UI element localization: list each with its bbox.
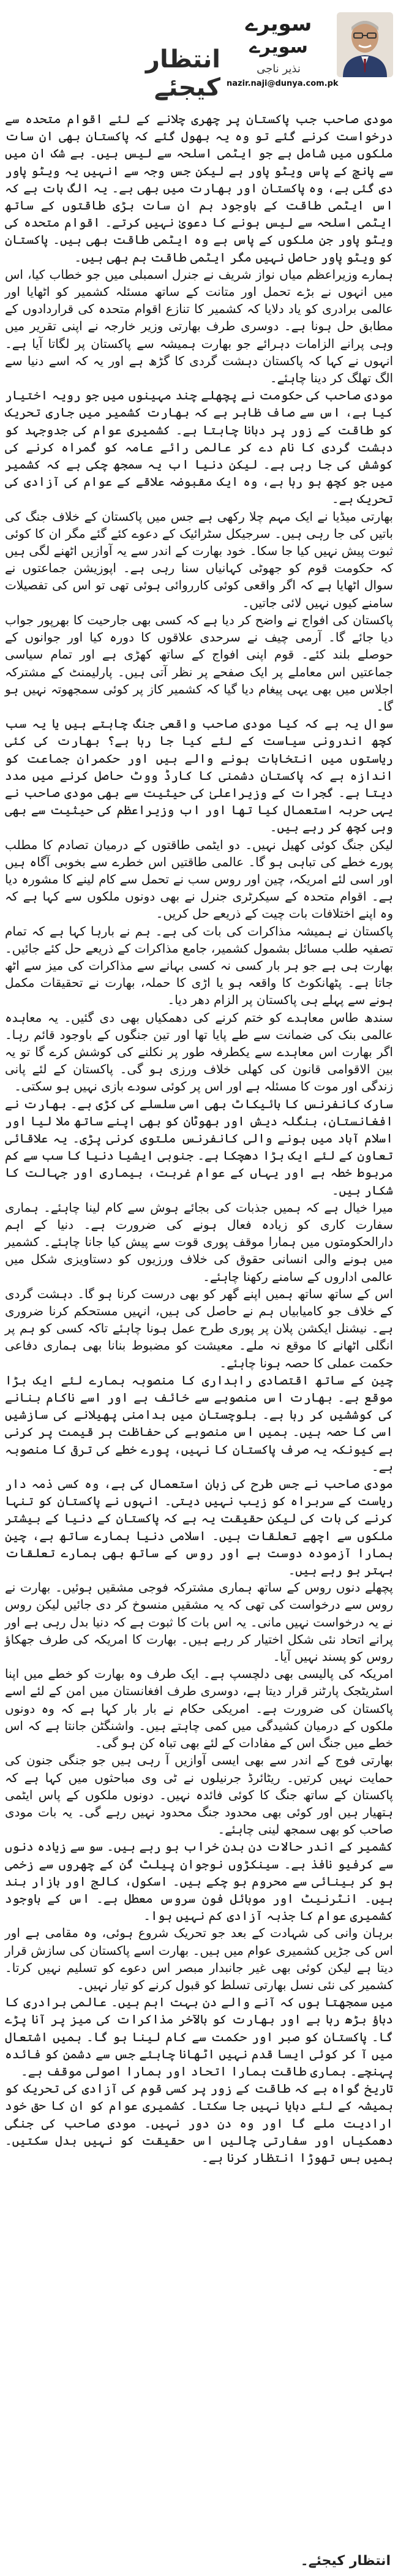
- column-title: انتظار کیجئے: [145, 45, 220, 102]
- paragraph: پچھلے دنوں روس کے ساتھ ہماری مشترکہ فوجی مشقیں ہوئیں۔ بھارت نے روس سے درخواست کی تھی کہ یہ مشقیں منسوخ کر دی جائیں لیکن روس نے یہ درخواست نہیں مانی۔ یہ اس بات کا ثبوت ہے کہ دنیا بدل رہی ہے اور پرانے اتحاد نئی شکل اختیار کر رہے ہیں۔ بھارت کا امریکہ کی طرف جھکاؤ روس کو پسند نہیں آیا۔: [5, 1580, 393, 1664]
- paragraph: پاکستان نے ہمیشہ مذاکرات کی بات کی ہے۔ ہم نے بارہا کہا ہے کہ تمام تصفیہ طلب مسائل بشمول کشمیر، جامع مذاکرات کے ذریعے حل کئے جائیں۔ بھارت ہی ہے جو ہر بار کسی نہ کسی بہانے سے مذاکرات کی میز سے اٹھ جاتا ہے۔ پٹھانکوٹ کا واقعہ ہو یا اڑی کا حملہ، بھارت نے تحقیقات مکمل ہونے سے پہلے ہی پاکستان پر الزام دھر دیا۔: [5, 923, 393, 1008]
- paragraph: بھارتی فوج کے اندر سے بھی ایسی آوازیں آ رہی ہیں جو جنگی جنون کی حمایت نہیں کرتیں۔ ریٹائرڈ جرنیلوں نے ٹی وی مباحثوں میں کہا ہے کہ پاکستان کے ساتھ جنگ کا کوئی فائدہ نہیں۔ دونوں ملکوں کے پاس ایٹمی ہتھیار ہیں اور کوئی بھی محدود جنگ محدود نہیں رہے گی۔ یہ بات مودی صاحب کو بھی سمجھ لینی چاہئے۔: [5, 1753, 393, 1837]
- paragraph: امریکہ کی پالیسی بھی دلچسپ ہے۔ ایک طرف وہ بھارت کو خطے میں اپنا اسٹریٹجک پارٹنر قرار دیتا ہے، دوسری طرف افغانستان میں امن کے لئے اسے پاکستان کی ضرورت ہے۔ امریکی حکام نے بار بار کہا ہے کہ وہ دونوں ملکوں کے درمیان کشیدگی میں کمی چاہتے ہیں۔ واشنگٹن جانتا ہے کہ اس خطے میں جنگ اس کے مفادات کے لئے بھی تباہ کن ہو گی۔: [5, 1666, 393, 1751]
- masthead: [227, 12, 339, 88]
- column-header: [0, 9, 398, 100]
- author-photo-icon: [337, 12, 393, 77]
- column-brand-sub: سویرے: [249, 36, 308, 58]
- paragraph: برہان وانی کی شہادت کے بعد جو تحریک شروع ہوئی، وہ مقامی ہے اور اس کی جڑیں کشمیری عوام میں ہیں۔ بھارت اسے پاکستان کی سازش قرار دیتا ہے لیکن کوئی بھی غیر جانبدار مبصر اس دعوے کو تسلیم نہیں کرتا۔ کشمیر کی نئی نسل بھارتی تسلط کو قبول کرنے کو تیار نہیں۔: [5, 1925, 393, 1992]
- paragraph: چین کے ساتھ اقتصادی راہداری کا منصوبہ ہمارے لئے ایک بڑا موقع ہے۔ بھارت اس منصوبے سے خائف ہے اور اسے ناکام بنانے کی کوششیں کر رہا ہے۔ بلوچستان میں بدامنی پھیلانے کی سازشیں اسی کا حصہ ہیں۔ ہمیں اس منصوبے کی حفاظت ہر قیمت پر کرنی ہے کیونکہ یہ صرف پاکستان کا نہیں، پورے خطے کی ترقی کا منصوبہ ہے۔: [5, 1372, 393, 1474]
- paragraph: کشمیر کے اندر حالات دن بدن خراب ہو رہے ہیں۔ سو سے زیادہ دنوں سے کرفیو نافذ ہے۔ سینکڑوں نوجوان پیلٹ گن کے چھروں سے زخمی ہو کر بینائی سے محروم ہو چکے ہیں۔ اسکول، کالج اور بازار بند ہیں۔ انٹرنیٹ اور موبائل فون سروس معطل ہے۔ اس کے باوجود کشمیری عوام کا جذبہ آزادی کم نہیں ہوا۔: [5, 1839, 393, 1924]
- column-brand: سویرے: [245, 12, 312, 36]
- author-portrait: [337, 12, 393, 77]
- paragraph: میں سمجھتا ہوں کہ آنے والے دن بہت اہم ہیں۔ عالمی برادری کا دباؤ بڑھ رہا ہے اور بھارت کو بالآخر مذاکرات کی میز پر آنا پڑے گا۔ پاکستان کو صبر اور حکمت سے کام لینا ہو گا۔ ہمیں اشتعال میں آ کر کوئی ایسا قدم نہیں اٹھانا چاہئے جس سے دشمن کو فائدہ پہنچے۔ ہماری طاقت ہمارا اتحاد اور ہمارا اصولی موقف ہے۔: [5, 1995, 393, 2079]
- paragraph: مودی صاحب جب پاکستان پر چھری چلانے کے لئے اقوام متحدہ سے درخواست کرنے گئے تو وہ یہ بھول گئے کہ پاکستان بھی ان سات ملکوں میں شامل ہے جو ایٹمی اسلحہ سے لیس ہیں۔ بے شک ان میں سے پانچ کے پاس ویٹو پاور ہے لیکن جس وجہ سے انہیں یہ ویٹو پاور دی گئی ہے، وہ پاکستان اور بھارت میں بھی ہے۔ یہ الگ بات ہے کہ اس ایٹمی طاقت کے باوجود ہم ان سات بڑی طاقتوں کے ساتھ ایٹمی اسلحہ سے لیس ہونے کا دعویٰ نہیں کرتے۔ اقوام متحدہ کی ویٹو پاور جن ملکوں کے پاس ہے وہ ایٹمی طاقت بھی ہیں۔ پاکستان کو ویٹو پاور حاصل نہیں مگر ایٹمی طاقت ہم بھی ہیں۔: [5, 111, 393, 265]
- paragraph: اس کے ساتھ ساتھ ہمیں اپنے گھر کو بھی درست کرنا ہو گا۔ دہشت گردی کے خلاف جو کامیابیاں ہم نے حاصل کی ہیں، انہیں مستحکم کرنا ضروری ہے۔ نیشنل ایکشن پلان پر پوری طرح عمل ہونا چاہئے تاکہ کسی کو ہم پر انگلی اٹھانے کا موقع نہ ملے۔ معیشت کو مضبوط بنانا بھی ہماری دفاعی حکمت عملی کا حصہ ہونا چاہئے۔: [5, 1286, 393, 1370]
- paragraph: لیکن جنگ کوئی کھیل نہیں۔ دو ایٹمی طاقتوں کے درمیان تصادم کا مطلب پورے خطے کی تباہی ہو گا۔ عالمی طاقتیں اس خطرے سے بخوبی آگاہ ہیں اور اسی لئے امریکہ، چین اور روس سب نے تحمل سے کام لینے کا مشورہ دیا ہے۔ اقوام متحدہ کے سیکرٹری جنرل نے بھی دونوں ملکوں سے کہا ہے کہ وہ اپنے اختلافات بات چیت کے ذریعے حل کریں۔: [5, 837, 393, 921]
- paragraph: مودی صاحب نے جس طرح کی زبان استعمال کی ہے، وہ کسی ذمہ دار ریاست کے سربراہ کو زیب نہیں دیتی۔ انہوں نے پاکستان کو تنہا کرنے کی بات کی لیکن حقیقت یہ ہے کہ پاکستان کے دنیا کے بیشتر ملکوں سے اچھے تعلقات ہیں۔ اسلامی دنیا ہمارے ساتھ ہے، چین ہمارا آزمودہ دوست ہے اور روس کے ساتھ بھی ہمارے تعلقات بہتر ہو رہے ہیں۔: [5, 1476, 393, 1578]
- article-body: [5, 110, 393, 2166]
- paragraph: ہمارے وزیراعظم میاں نواز شریف نے جنرل اسمبلی میں جو خطاب کیا، اس میں انہوں نے بڑے تحمل اور متانت کے ساتھ مسئلہ کشمیر کو اٹھایا اور عالمی برادری کو یاد دلایا کہ کشمیر کا تنازع اقوام متحدہ کی قراردادوں کے مطابق حل ہونا ہے۔ دوسری طرف بھارتی وزیر خارجہ نے اپنی تقریر میں وہی پرانے الزامات دہرائے جو بھارت ہمیشہ سے پاکستان پر لگاتا آیا ہے۔ انہوں نے کہا کہ پاکستان دہشت گردی کا گڑھ ہے اور یہ کہ اسے دنیا سے الگ تھلگ کر دینا چاہئے۔: [5, 266, 393, 386]
- paragraph: بھارتی میڈیا نے ایک مہم چلا رکھی ہے جس میں پاکستان کے خلاف جنگ کی باتیں کی جا رہی ہیں۔ سرجیکل سٹرائیک کے دعوے کئے گئے مگر ان کا کوئی ثبوت پیش نہیں کیا جا سکا۔ خود بھارت کے اندر سے یہ آوازیں اٹھنے لگی ہیں کہ حکومت قوم کو جھوٹی کہانیاں سنا رہی ہے۔ اپوزیشن جماعتوں نے سوال اٹھایا ہے کہ اگر واقعی کوئی کارروائی ہوئی تھی تو اس کی تفصیلات سامنے کیوں نہیں لائی جاتیں۔: [5, 508, 393, 610]
- paragraph: مودی صاحب کی حکومت نے پچھلے چند مہینوں میں جو رویہ اختیار کیا ہے، اس سے صاف ظاہر ہے کہ بھارت کشمیر میں جاری تحریک کو طاقت کے زور پر دبانا چاہتا ہے۔ کشمیری عوام کی جدوجہد کو دہشت گردی کا نام دے کر عالمی رائے عامہ کو گمراہ کرنے کی کوشش کی جا رہی ہے۔ لیکن دنیا اب یہ سمجھ چکی ہے کہ کشمیر میں جو کچھ ہو رہا ہے، وہ ایک مقبوضہ علاقے کے عوام کی آزادی کی تحریک ہے۔: [5, 388, 393, 507]
- paragraph: میرا خیال ہے کہ ہمیں جذبات کی بجائے ہوش سے کام لینا چاہئے۔ ہماری سفارت کاری کو زیادہ فعال ہونے کی ضرورت ہے۔ دنیا کے اہم دارالحکومتوں میں ہمارا موقف پوری قوت سے پیش کیا جانا چاہئے۔ کشمیر میں ہونے والی انسانی حقوق کی خلاف ورزیوں کو دستاویزی شکل میں عالمی اداروں کے سامنے رکھنا چاہئے۔: [5, 1199, 393, 1284]
- paragraph: سندھ طاس معاہدے کو ختم کرنے کی دھمکیاں بھی دی گئیں۔ یہ معاہدہ عالمی بنک کی ضمانت سے طے پایا تھا اور تین جنگوں کے باوجود قائم رہا۔ اگر بھارت اس معاہدے سے یکطرفہ طور پر نکلنے کی کوشش کرے گا تو یہ بین الاقوامی قانون کی کھلی خلاف ورزی ہو گی۔ پاکستان کے لئے پانی زندگی اور موت کا مسئلہ ہے اور اس پر کوئی سودے بازی نہیں ہو سکتی۔: [5, 1010, 393, 1094]
- author-name: نذیر ناجی: [257, 62, 301, 75]
- paragraph: تاریخ گواہ ہے کہ طاقت کے زور پر کسی قوم کی آزادی کی تحریک کو ہمیشہ کے لئے دبایا نہیں جا سکتا۔ کشمیری عوام کو ان کا حق خود ارادیت ملے گا اور وہ دن دور نہیں۔ مودی صاحب کی جنگی دھمکیاں اور سفارتی چالیں اس حقیقت کو نہیں بدل سکتیں۔ ہمیں بس تھوڑا انتظار کرنا ہے۔: [5, 2081, 393, 2165]
- closing-line: انتظار کیجئے۔: [300, 2553, 391, 2569]
- paragraph: سارک کانفرنس کا بائیکاٹ بھی اسی سلسلے کی کڑی ہے۔ بھارت نے افغانستان، بنگلہ دیش اور بھوٹان کو بھی اپنے ساتھ ملا لیا اور اسلام آباد میں ہونے والی کانفرنس ملتوی کرنی پڑی۔ یہ علاقائی تعاون کے لئے ایک بڑا دھچکا ہے۔ جنوبی ایشیا دنیا کا سب سے کم مربوط خطہ ہے اور یہاں کے عوام غربت، بیماری اور جہالت کا شکار ہیں۔: [5, 1096, 393, 1198]
- paragraph: پاکستان کی افواج نے واضح کر دیا ہے کہ کسی بھی جارحیت کا بھرپور جواب دیا جائے گا۔ آرمی چیف نے سرحدی علاقوں کا دورہ کیا اور جوانوں کے حوصلے بلند کئے۔ قوم اپنی افواج کے ساتھ کھڑی ہے اور تمام سیاسی جماعتیں اس معاملے پر ایک صفحے پر نظر آتی ہیں۔ پارلیمنٹ کے مشترکہ اجلاس میں بھی یہی پیغام دیا گیا کہ کشمیر کاز پر کوئی سمجھوتہ نہیں ہو گا۔: [5, 612, 394, 714]
- author-email[interactable]: nazir.naji@dunya.com.pk: [227, 79, 339, 88]
- paragraph: سوال یہ ہے کہ کیا مودی صاحب واقعی جنگ چاہتے ہیں یا یہ سب کچھ اندرونی سیاست کے لئے کیا جا رہا ہے؟ بھارت کی کئی ریاستوں میں انتخابات ہونے والے ہیں اور حکمران جماعت کو اندازہ ہے کہ پاکستان دشمنی کا کارڈ ووٹ حاصل کرنے میں مدد دیتا ہے۔ گجرات کے وزیراعلیٰ کی حیثیت سے بھی مودی صاحب نے یہی حربہ استعمال کیا تھا اور اب وزیراعظم کی حیثیت سے بھی وہی کچھ کر رہے ہیں۔: [5, 716, 393, 835]
